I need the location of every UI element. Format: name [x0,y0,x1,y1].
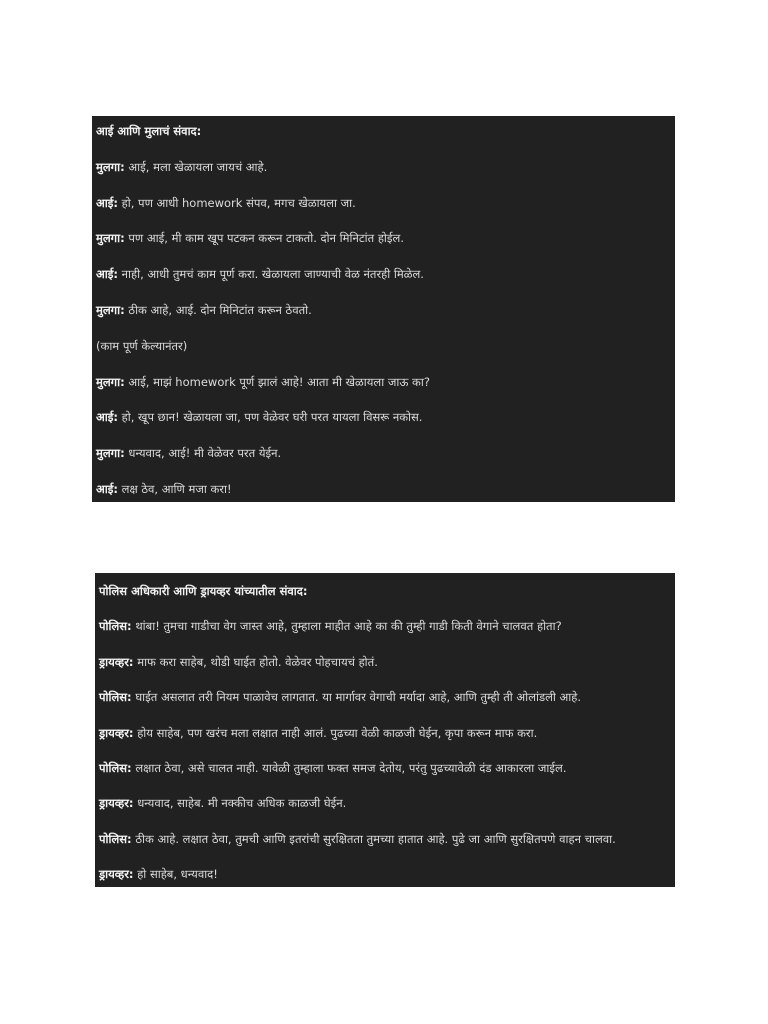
dialog-line [96,478,675,502]
dialog-text: नाही, आधी तुमचं काम पूर्ण करा. खेळायला जाण्याची वेळ नंतरही मिळेल. [118,267,424,282]
dialog-line [96,442,675,478]
speaker-label: ड्रायव्हर: [99,796,134,811]
speaker-label: ड्रायव्हर: [99,867,134,882]
dialog-text: थांबा! तुमचा गाडीचा वेग जास्त आहे, तुम्हाला माहीत आहे का की तुम्ही गाडी किती वेगाने चालवत होता? [131,619,562,634]
dialog-line [96,406,675,442]
speaker-label: आई: [96,410,118,425]
dialog-line [96,227,675,263]
dialog-text: लक्षात ठेवा, असे चालत नाही. यावेळी तुम्हाला फक्त समज देतोय, परंतु पुढच्यावेळी दंड आकारला जाईल. [131,760,567,775]
dialog-text: हो, पण आधी homework संपव, मगच खेळायला जा. [118,195,356,210]
speaker-label: मुलगा: [96,302,125,317]
dialog-text: घाईत असलात तरी नियम पाळावेच लागतात. या मार्गावर वेगाची मर्यादा आहे, आणि तुम्ही ती ओलांडली आहे. [131,690,582,705]
speaker-label: पोलिस: [99,831,132,846]
dialog-text: ठीक आहे, आई. दोन मिनिटांत करून ठेवतो. [124,302,312,317]
dialog-text: पण आई, मी काम खूप पटकन करून टाकतो. दोन मिनिटांत होईल. [124,231,405,246]
dialog-police-driver [95,573,675,887]
dialog-line [99,793,675,828]
dialog-line [99,687,675,722]
speaker-label: मुलगा: [96,231,125,246]
dialog-line [99,616,675,651]
dialog-line [99,829,675,864]
dialog-text: ठीक आहे. लक्षात ठेवा, तुमची आणि इतरांची सुरक्षितता तुमच्या हातात आहे. पुढे जा आणि सुरक्षितपणे वाहन चालवा. [131,831,616,846]
dialog-text: आई, माझं homework पूर्ण झालं आहे! आता मी खेळायला जाऊ का? [124,374,430,389]
dialog-title: पोलिस अधिकारी आणि ड्रायव्हर यांच्यातील संवाद: [99,584,308,598]
dialog-text: हो, खूप छान! खेळायला जा, पण वेळेवर घरी परत यायला विसरू नकोस. [118,410,423,425]
dialog-text: (काम पूर्ण केल्यानंतर) [96,338,188,353]
speaker-label: ड्रायव्हर: [99,654,134,669]
speaker-label: ड्रायव्हर: [99,725,134,740]
dialog-line [99,864,675,887]
speaker-label: मुलगा: [96,159,125,174]
dialog-text: लक्ष ठेव, आणि मजा करा! [118,481,232,496]
dialog-text: हो साहेब, धन्यवाद! [133,867,218,882]
dialog-text: आई, मला खेळायला जायचं आहे. [124,159,268,174]
dialog-text: होय साहेब, पण खरंच मला लक्षात नाही आलं. पुढच्या वेळी काळजी घेईन, कृपा करून माफ करा. [133,725,538,740]
speaker-label: पोलिस: [99,690,132,705]
dialog-line [96,192,675,228]
speaker-label: आई: [96,195,118,210]
dialog-line [99,723,675,758]
dialog-line [96,263,675,299]
dialog-line [99,758,675,793]
speaker-label: पोलिस: [99,760,132,775]
dialog-text: धन्यवाद, साहेब. मी नक्कीच अधिक काळजी घेईन. [133,796,347,811]
dialog-text: धन्यवाद, आई! मी वेळेवर परत येईन. [124,446,282,461]
dialog-line [96,299,675,335]
dialog-mother-son [92,116,675,502]
speaker-label: मुलगा: [96,446,125,461]
dialog-line [96,156,675,192]
dialog-title: आई आणि मुलाचं संवाद: [96,124,202,138]
speaker-label: आई: [96,267,118,282]
dialog-line [99,652,675,687]
dialog-line [96,371,675,407]
speaker-label: मुलगा: [96,374,125,389]
dialog-text: माफ करा साहेब, थोडी घाईत होतो. वेळेवर पोहचायचं होतं. [133,654,378,669]
speaker-label: आई: [96,481,118,496]
speaker-label: पोलिस: [99,619,132,634]
stage-direction [96,335,675,371]
